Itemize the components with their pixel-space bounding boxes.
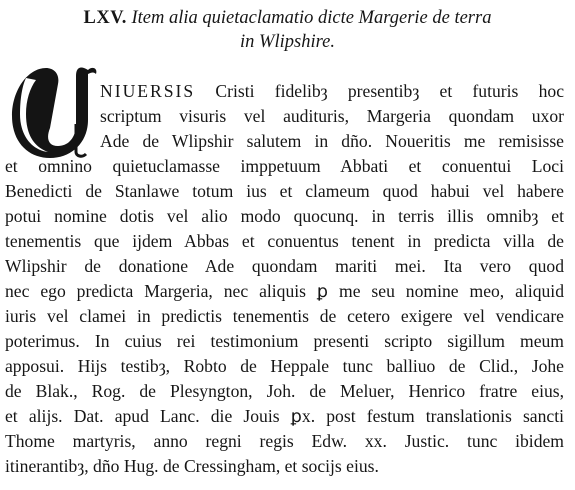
text-line-8: Wlipshir de donatione Ade quondam mariti mei. Ita vero quod [5, 256, 564, 276]
text-line-5: Benedicti de Stanlawe totum ius et clameum quod habui vel habere [5, 181, 564, 201]
charter-number: LXV. [83, 8, 127, 28]
line-1-text: Cristi fidelibȝ presentibȝ et futuris hoc [215, 81, 564, 101]
text-line-10: iuris vel clamei in predictis tenementis de cetero exigere vel vendicare [5, 306, 564, 326]
heading-line-1 [0, 6, 575, 30]
text-line-9: nec ego predicta Margeria, nec aliquis ꝑ me seu nomine meo, aliquid [5, 281, 564, 301]
charter-title-2: in Wlipshire. [240, 32, 335, 52]
text-line-13: de Blak., Rog. de Plesyngton, Joh. de Meluer, Henrico fratre eius, [5, 381, 564, 401]
text-line-7: tenementis que ijdem Abbas et conuentus tenent in predicta villa de [5, 231, 564, 251]
opening-word: NIUERSIS [100, 81, 196, 101]
text-line-2: scriptum visuris vel audituris, Margeria quondam uxor [100, 106, 564, 126]
text-line-16: itinerantibȝ, dño Hug. de Cressingham, et socijs eius. [5, 456, 379, 476]
initial-letter: U [2, 62, 3, 63]
decorated-initial-u [2, 62, 100, 162]
charter-title-1: Item alia quietaclamatio dicte Margerie de terra [131, 8, 492, 28]
charter-heading [0, 6, 575, 54]
text-line-12: apposui. Hijs testibȝ, Robto de Heppale tunc balliuo de Clid., Johe [5, 356, 564, 376]
text-line-15: Thome martyris, anno regni regis Edw. xx. Justic. tunc ibidem [5, 431, 564, 451]
text-line-14: et alijs. Dat. apud Lanc. die Jouis ꝑx. post festum translationis sancti [5, 406, 564, 426]
text-line-4: et omnino quietuclamasse imppetuum Abbati et conuentui Loci [5, 156, 564, 176]
text-line-11: poterimus. In cuius rei testimonium presenti scripto sigillum meum [5, 331, 564, 351]
text-line-6: potui nomine dotis vel alio modo quocunq. in terris illis omnibȝ et [5, 206, 564, 226]
text-line-3: Ade de Wlipshir salutem in dño. Noueritis me remisisse [100, 131, 564, 151]
text-line-1 [100, 78, 564, 104]
